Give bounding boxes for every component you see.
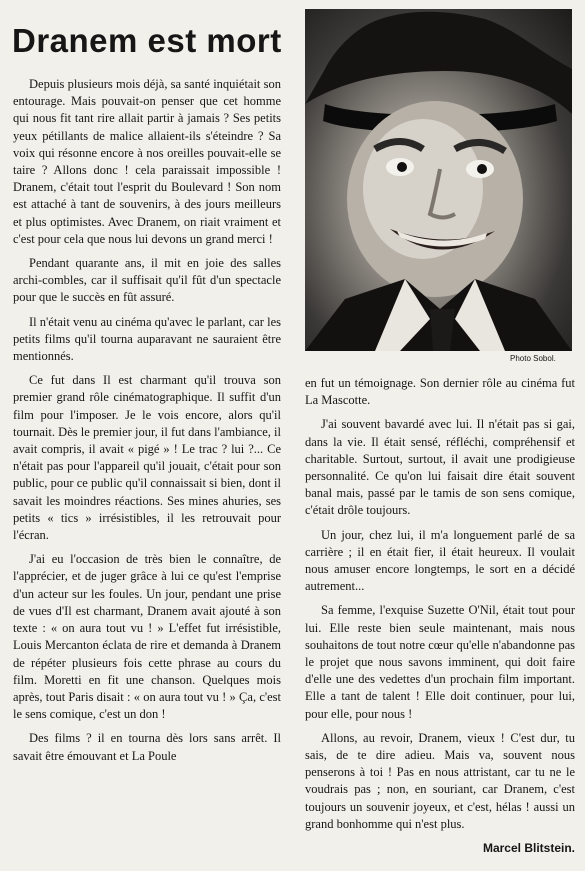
article-column-left: [13, 76, 281, 772]
paragraph: Des films ? il en tourna dès lors sans arrêt. Il savait être émouvant et La Poule: [13, 731, 281, 763]
paragraph: Pendant quarante ans, il mit en joie des salles archi-combles, car il suffisait qu'il fût d'un spectacle pour que le succès en fût assuré.: [13, 256, 281, 305]
paragraph: J'ai eu l'occasion de très bien le connaître, de l'apprécier, et de juger grâce à lui ce qu'est l'emprise d'un acteur sur les foules. Un jour, pendant une prise de vues d'Il est charmant, Dranem avait ajouté à son texte : « on aura tout vu ! » L'effet fut irrésistible, Louis Mercanton éclata de rire et demanda à Dranem de répéter plusieurs fois cette phrase au cours du film. Moretti en fit une chanson. Quelques mois après, tout Paris disait : « on aura tout vu ! » Ça, c'est le sens comique, c'est un don !: [13, 552, 281, 722]
portrait-illustration: [305, 9, 572, 351]
paragraph: Un jour, chez lui, il m'a longuement parlé de sa carrière ; il en était fier, il était heureux. Il voulait nous amuser encore longtemps, le sort en a décidé autrement...: [305, 527, 575, 594]
paragraph: Il n'était venu au cinéma qu'avec le parlant, car les petits films qu'il tourna auparavant ne sauraient être mentionnés.: [13, 314, 281, 364]
paragraph: Sa femme, l'exquise Suzette O'Nil, était tout pour lui. Elle reste bien seule maintenant, mais nous souhaitons de tout notre cœur qu'elle n'abandonne pas le projet que nous savons imminent, qui doit faire d'elle une des vedettes d'un prochain film important. Elle a tant de talent ! Elle doit continuer, pour lui, pour elle, pour nous !: [305, 603, 575, 721]
paragraph: J'ai souvent bavardé avec lui. Il n'était pas si gai, dans la vie. Il était sensé, réfléchi, compréhensif et charitable. Surtout, surtout, il avait une prodigieuse personnalité. Ce qu'on lui faisait dire était souvent banal mais, passé par le tamis de son sens comique, c'était drôle toujours.: [305, 417, 575, 518]
paragraph: Depuis plusieurs mois déjà, sa santé inquiétait son entourage. Mais pouvait-on penser que cet homme qui nous fit tant rire allait partir à jamais ? Ses petits yeux pétillants de malice allaient-ils s'éteindre ? Sa voix qui résonne encore à nos oreilles pouvait-elle se taire ? Allons donc ! cela paraissait impossible ! Dranem, c'était tout l'esprit du Boulevard ! Son nom est attaché à tant de souvenirs, à des jours meilleurs et plus optimistes. Avec Dranem, on riait vraiment et c'est pour cela que nous lui devons un grand merci !: [13, 77, 281, 246]
paragraph: Allons, au revoir, Dranem, vieux ! C'est dur, tu sais, de te dire adieu. Mais va, souvent nous penserons à toi ! Pas en nous attristant, car tu ne le voudrais pas ; non, en souriant, car Dranem, c'est toujours un souvenir joyeux, et c'est, hélas ! aussi un grand bonhomme qui n'est plus.: [305, 730, 575, 831]
headline: Dranem est mort: [12, 22, 282, 59]
paragraph: en fut un témoignage. Son dernier rôle au cinéma fut La Mascotte.: [305, 376, 575, 408]
author-signature: Marcel Blitstein.: [482, 841, 575, 856]
paragraph: Ce fut dans Il est charmant qu'il trouva son premier grand rôle cinématographique. Il suffit d'un film pour l'imposer. Je le vois encore, alors qu'il tournait. Dès le premier jour, il fut dans l'ambiance, il avait compris, il avait « pigé » ! Le trac ? lui ?... Ce n'était pas pour l'appareil qu'il jouait, c'était pour son public, pour ce public qu'il connaissait si bien, dont il savait les moindres réactions. Ses mines ahuries, ses petits « tics » irrésistibles, il les retrouvait pour l'écran.: [13, 373, 281, 543]
photo-credit: Photo Sobol.: [510, 354, 556, 363]
portrait-photo: [305, 9, 572, 351]
article-column-right: [305, 375, 575, 864]
